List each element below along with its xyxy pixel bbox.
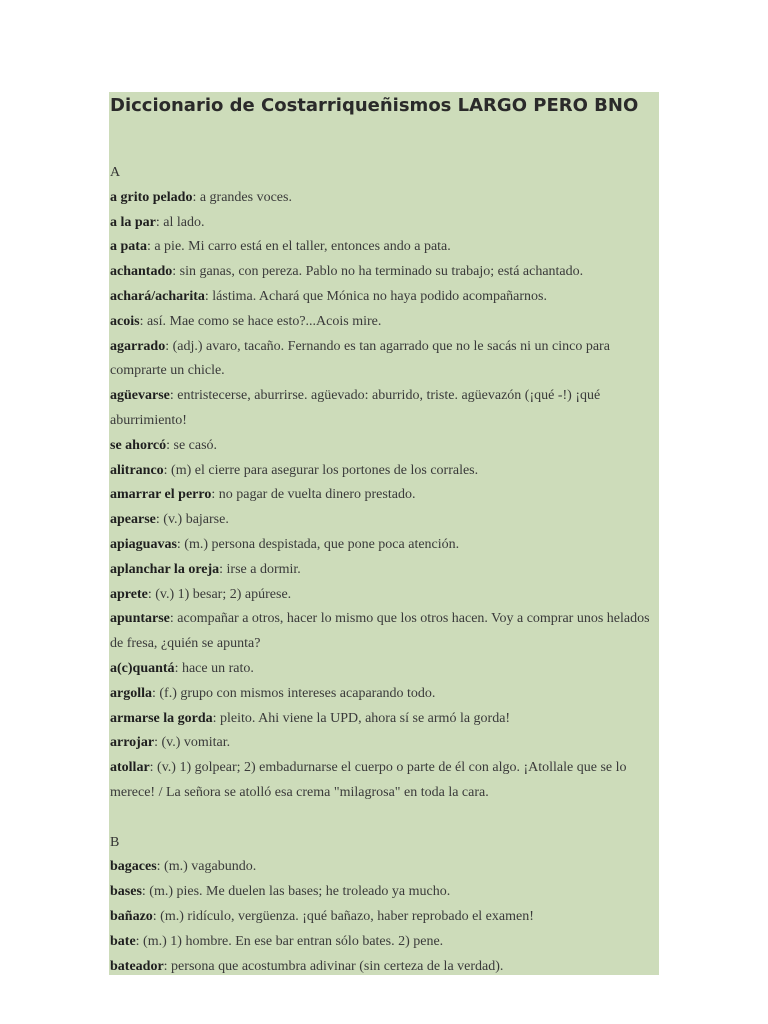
entry-definition: : (m.) pies. Me duelen las bases; he troleado ya mucho.	[141, 884, 451, 900]
entry-term: argolla	[110, 685, 152, 701]
entry-definition: : (m.) persona despistada, que pone poca atención.	[176, 536, 460, 552]
entry-term: a pata	[110, 239, 147, 255]
entry	[110, 260, 659, 285]
entry-term: alitranco	[110, 462, 164, 478]
entry-term: bagaces	[110, 859, 157, 875]
entry	[110, 607, 659, 657]
entry-definition: : a grandes voces.	[192, 189, 292, 205]
entry	[110, 682, 659, 707]
entry-term: amarrar el perro	[110, 487, 212, 503]
entry-definition: : pleito. Ahi viene la UPD, ahora sí se armó la gorda!	[212, 710, 511, 726]
entry	[110, 235, 659, 260]
entry	[110, 955, 659, 976]
entry-definition: : sin ganas, con pereza. Pablo no ha terminado su trabajo; está achantado.	[172, 264, 584, 280]
entry-definition: : persona que acostumbra adivinar (sin certeza de la verdad).	[163, 958, 504, 974]
entry-term: apearse	[110, 512, 156, 528]
entry-definition: : no pagar de vuelta dinero prestado.	[211, 487, 416, 503]
entry-definition: : (v.) vomitar.	[154, 735, 231, 751]
entry	[110, 459, 659, 484]
entry-term: bañazo	[110, 908, 153, 924]
entry	[110, 211, 659, 236]
entry	[110, 731, 659, 756]
entry-definition: : acompañar a otros, hacer lo mismo que los otros hacen. Voy a comprar unos helados de fresa, ¿quién se apunta?	[110, 611, 650, 652]
entry-term: bate	[110, 933, 136, 949]
entry-term: atollar	[110, 760, 150, 776]
entry	[110, 880, 659, 905]
entry	[110, 756, 659, 806]
entry-definition: : (m) el cierre para asegurar los portones de los corrales.	[163, 462, 479, 478]
section-letter: B	[110, 834, 120, 850]
title-area	[109, 92, 659, 151]
entry-definition: : (v.) 1) golpear; 2) embadurnarse el cuerpo o parte de él con algo. ¡Atollale que se lo merece! / La señora se atolló esa crema "milagrosa" en toda la cara.	[110, 760, 627, 800]
section-letter: A	[110, 165, 121, 180]
entry-definition: : (v.) bajarse.	[155, 512, 229, 528]
entry	[110, 930, 659, 955]
entry	[110, 186, 659, 211]
section-b	[109, 831, 659, 975]
entry	[110, 657, 659, 682]
entry-term: arrojar	[110, 735, 155, 751]
entry-definition: : hace un rato.	[174, 660, 254, 676]
entry-term: achará/acharita	[110, 288, 205, 304]
entry-definition: : a pie. Mi carro está en el taller, entonces ando a pata.	[146, 239, 451, 255]
entry	[110, 335, 659, 385]
entry-term: apuntarse	[110, 611, 170, 627]
entry-definition: : (adj.) avaro, tacaño. Fernando es tan agarrado que no le sacás ni un cinco para comprarte un chicle.	[110, 338, 610, 379]
entry	[110, 483, 659, 508]
entry	[110, 583, 659, 608]
entry-definition: : (f.) grupo con mismos intereses acaparando todo.	[152, 685, 436, 701]
entry	[110, 384, 659, 434]
entry-definition: : (v.) 1) besar; 2) apúrese.	[147, 586, 292, 602]
entry-term: bateador	[110, 958, 164, 974]
entry-definition: : así. Mae como se hace esto?...Acois mire.	[139, 313, 382, 329]
entry-definition: : se casó.	[166, 437, 218, 453]
entry	[110, 855, 659, 880]
entry	[110, 310, 659, 335]
entry-term: bases	[110, 884, 142, 900]
entry	[110, 905, 659, 930]
entry-definition: : irse a dormir.	[219, 561, 301, 577]
entry-term: achantado	[110, 264, 173, 280]
document-page	[109, 92, 659, 975]
entry	[110, 707, 659, 732]
entry-definition: : (m.) 1) hombre. En ese bar entran sólo bates. 2) pene.	[135, 933, 444, 949]
entry-term: a la par	[110, 214, 156, 230]
entry	[110, 434, 659, 459]
entry-term: acois	[110, 313, 140, 329]
entry-definition: : (m.) vagabundo.	[156, 859, 257, 875]
entry-term: apiaguavas	[110, 536, 177, 552]
entry-term: a(c)quantá	[110, 660, 175, 676]
entry-term: armarse la gorda	[110, 710, 213, 726]
entry	[110, 508, 659, 533]
entry	[110, 558, 659, 583]
entry-definition: : entristecerse, aburrirse. agüevado: aburrido, triste. agüevazón (¡qué -!) ¡qué aburrimiento!	[110, 388, 601, 428]
entry-term: agarrado	[110, 338, 166, 354]
entry-term: aplanchar la oreja	[110, 561, 220, 577]
entry-term: aprete	[110, 586, 148, 602]
section-a	[109, 161, 659, 806]
entry-term: a grito pelado	[110, 189, 193, 205]
document-title: Diccionario de Costarriqueñismos LARGO PERO BNO	[110, 95, 639, 116]
entry	[110, 285, 659, 310]
entry-term: agüevarse	[110, 388, 170, 404]
entry-definition: : (m.) ridículo, vergüenza. ¡qué bañazo, haber reprobado el examen!	[152, 908, 534, 924]
entry	[110, 533, 659, 558]
entry-definition: : al lado.	[155, 214, 205, 230]
entry-definition: : lástima. Achará que Mónica no haya podido acompañarnos.	[204, 288, 547, 304]
entry-term: se ahorcó	[110, 437, 167, 453]
